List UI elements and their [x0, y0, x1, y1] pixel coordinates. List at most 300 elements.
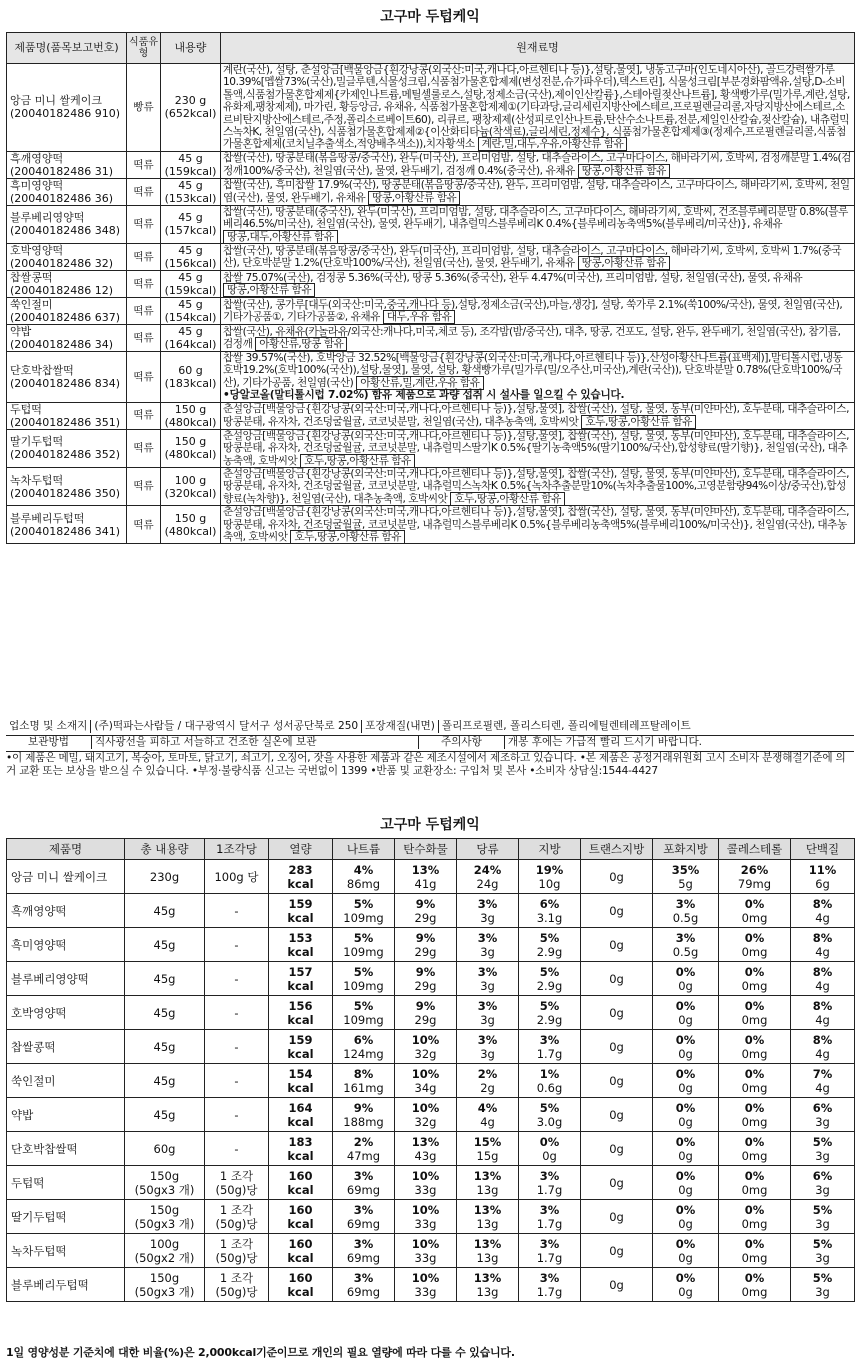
fat-amount: 0.6g — [536, 1080, 563, 1095]
protein-cell — [791, 894, 855, 928]
nutrition-row — [7, 1132, 855, 1166]
sugars-cell — [457, 1132, 519, 1166]
sugars-percent: 13% — [473, 1202, 502, 1217]
fat-cell — [519, 928, 581, 962]
sodium-percent: 5% — [353, 930, 374, 945]
nutrition-product-name: 쑥인절미 — [7, 1064, 125, 1098]
protein-amount: 3g — [815, 1148, 830, 1163]
cholesterol-percent: 0% — [744, 998, 765, 1013]
sodium-amount: 69mg — [346, 1284, 381, 1299]
cholesterol-cell — [719, 1268, 791, 1302]
sodium-cell — [333, 1268, 395, 1302]
sodium-amount: 69mg — [346, 1216, 381, 1231]
protein-cell — [791, 1064, 855, 1098]
calories-cell — [269, 1234, 333, 1268]
allergen-box: 호두,땅콩,아황산류 함유 — [290, 530, 405, 544]
protein-percent: 6% — [812, 1168, 833, 1183]
total-volume: 150g — [149, 1202, 180, 1217]
sugars-amount: 13g — [476, 1250, 499, 1265]
fat-percent: 3% — [539, 1202, 560, 1217]
calories-cell — [269, 860, 333, 894]
cholesterol-cell — [719, 1064, 791, 1098]
sugars-amount: 2g — [480, 1080, 495, 1095]
saturated-fat-percent: 35% — [671, 862, 700, 877]
volume-cell — [161, 244, 221, 271]
total-volume: 100g — [149, 1236, 180, 1251]
fat-cell — [519, 1030, 581, 1064]
carbohydrate-amount: 29g — [414, 910, 437, 925]
carbohydrate-cell — [395, 1064, 457, 1098]
sugars-amount: 3g — [480, 1046, 495, 1061]
total-volume-cell — [125, 928, 205, 962]
protein-cell — [791, 1166, 855, 1200]
volume-cell — [161, 429, 221, 467]
total-volume: 150g — [149, 1168, 180, 1183]
fat-cell — [519, 1234, 581, 1268]
total-volume: 150g — [149, 1270, 180, 1285]
nutrition-footnote: 1일 영양성분 기준치에 대한 비율(%)은 2,000kcal기준이므로 개인의 필요 열량에 따라 다를 수 있습니다. — [6, 1346, 515, 1359]
fat-cell — [519, 860, 581, 894]
food-type: 떡류 — [127, 244, 161, 271]
calories-cell — [269, 1064, 333, 1098]
ingredients-text: 찹쌀(국산), 땅콩분태(볶음땅콩/중국산), 완두(미국산), 프리미엄밤, 설탕, 대추슬라이스, 고구마다이스, 해바라기씨, 호박씨, 검정깨분말 1.4%(검정깨100%/중국산), 천일염(국산), 물엿, 완두배기, 검정깨 0.4%(중국산), 유채유 — [223, 152, 851, 177]
sugars-percent: 3% — [477, 1032, 498, 1047]
ingredient-row — [7, 244, 855, 271]
cholesterol-percent: 0% — [744, 1032, 765, 1047]
product-report-number: (20040182486 34) — [10, 338, 114, 352]
product-report-number: (20040182486 348) — [10, 224, 121, 238]
allergen-box: 땅콩,아황산류 함유 — [578, 256, 670, 270]
protein-amount: 4g — [815, 1012, 830, 1027]
fat-cell — [519, 1064, 581, 1098]
carbohydrate-cell — [395, 1268, 457, 1302]
ingredients-text: 찹쌀 75.07%(국산), 검정콩 5.36%(국산), 땅콩 5.36%(중국산), 완두 4.47%(미국산), 프리미엄밤, 설탕, 천일염(국산), 물엿, 유채유 — [223, 271, 803, 284]
ingredient-row — [7, 467, 855, 505]
ingredients-cell — [221, 506, 855, 544]
fat-cell — [519, 1200, 581, 1234]
cholesterol-amount: 0mg — [741, 1250, 768, 1265]
ingredient-row — [7, 271, 855, 298]
per-piece-weight: (50g)당 — [215, 1250, 258, 1265]
nutrition-row — [7, 860, 855, 894]
calories-unit: kcal — [287, 978, 314, 993]
sugars-amount: 3g — [480, 944, 495, 959]
fat-cell — [519, 894, 581, 928]
volume-weight: 45 g — [178, 178, 203, 192]
ingredient-row — [7, 298, 855, 325]
per-piece-cell — [205, 1234, 269, 1268]
product-name: 약밥 — [10, 325, 32, 339]
sugars-percent: 13% — [473, 1270, 502, 1285]
food-type: 떡류 — [127, 298, 161, 325]
product-name-cell — [7, 205, 127, 243]
allergen-box: 땅콩,아황산류 함유 — [223, 283, 315, 297]
ingredients-text: 춘설앙금[백물앙금{흰강낭콩(외국산:미국,캐나다,아르헨티나 등)},설탕,물엿], 찹쌀(국산), 설탕, 물엿, 동부(미얀마산), 호두분태, 대추슬라이스, 땅콩분태, 유자차, 건조덩굴월귤, 코코넛분말, 내츄럴믹스블루베리K 0.5%{블루베리농축액5%(블루베리100%/미국산)}, 천일염(국산), 대추농축액, 호박씨앗 — [223, 506, 849, 543]
cholesterol-percent: 26% — [740, 862, 769, 877]
saturated-fat-cell — [653, 1268, 719, 1302]
carbohydrate-amount: 29g — [414, 944, 437, 959]
protein-amount: 3g — [815, 1182, 830, 1197]
product-report-number: (20040182486 341) — [10, 524, 121, 538]
ingredients-cell — [221, 64, 855, 152]
cholesterol-percent: 0% — [744, 1134, 765, 1149]
calories-value: 183 — [288, 1134, 313, 1149]
protein-cell — [791, 1268, 855, 1302]
sugars-cell — [457, 1268, 519, 1302]
sodium-amount: 109mg — [343, 978, 384, 993]
volume-weight: 45 g — [178, 211, 203, 225]
fat-percent: 3% — [539, 1168, 560, 1183]
nutrition-header-cell: 탄수화물 — [395, 839, 457, 860]
carbohydrate-cell — [395, 860, 457, 894]
sugars-percent: 15% — [473, 1134, 502, 1149]
sodium-percent: 5% — [353, 896, 374, 911]
cholesterol-percent: 0% — [744, 896, 765, 911]
fat-amount: 1.7g — [536, 1182, 563, 1197]
sodium-cell — [333, 1064, 395, 1098]
per-piece-cell — [205, 928, 269, 962]
calories-cell — [269, 1030, 333, 1064]
sodium-cell — [333, 1030, 395, 1064]
cholesterol-percent: 0% — [744, 1270, 765, 1285]
fat-percent: 5% — [539, 998, 560, 1013]
saturated-fat-cell — [653, 894, 719, 928]
protein-cell — [791, 962, 855, 996]
product-name-cell — [7, 298, 127, 325]
fat-percent: 3% — [539, 1032, 560, 1047]
sugars-cell — [457, 894, 519, 928]
sodium-percent: 2% — [353, 1134, 374, 1149]
nutrition-header-cell: 단백질 — [791, 839, 855, 860]
per-piece-weight: (50g)당 — [215, 1182, 258, 1197]
volume-kcal: (652kcal) — [164, 107, 217, 121]
sodium-amount: 109mg — [343, 944, 384, 959]
total-volume-cell — [125, 1268, 205, 1302]
sodium-amount: 69mg — [346, 1182, 381, 1197]
total-volume: 45g — [153, 1005, 176, 1020]
sugars-amount: 24g — [476, 876, 499, 891]
protein-amount: 4g — [815, 910, 830, 925]
calories-unit: kcal — [287, 1250, 314, 1265]
sugars-cell — [457, 1166, 519, 1200]
carbohydrate-cell — [395, 1030, 457, 1064]
total-volume-cell — [125, 1200, 205, 1234]
sugars-cell — [457, 1098, 519, 1132]
protein-cell — [791, 928, 855, 962]
sugars-percent: 24% — [473, 862, 502, 877]
trans-fat-amount: 0g — [581, 1234, 653, 1268]
packaging-label: 포장재질(내면) — [362, 720, 439, 733]
nutrition-product-name: 흑깨영양떡 — [7, 894, 125, 928]
cholesterol-amount: 0mg — [741, 1080, 768, 1095]
calories-cell — [269, 1132, 333, 1166]
calories-value: 283 — [288, 862, 313, 877]
carbohydrate-percent: 9% — [415, 930, 436, 945]
trans-fat-amount: 0g — [581, 1200, 653, 1234]
sugars-amount: 13g — [476, 1284, 499, 1299]
carbohydrate-percent: 9% — [415, 896, 436, 911]
ingredients-cell — [221, 429, 855, 467]
carbohydrate-percent: 9% — [415, 998, 436, 1013]
cholesterol-amount: 0mg — [741, 1012, 768, 1027]
sugars-percent: 13% — [473, 1168, 502, 1183]
protein-percent: 11% — [808, 862, 837, 877]
allergen-box: 땅콩,아황산류 함유 — [368, 191, 460, 205]
calories-value: 159 — [288, 1032, 313, 1047]
product-name-cell — [7, 325, 127, 352]
cholesterol-cell — [719, 1098, 791, 1132]
per-piece: 100g 당 — [214, 869, 259, 884]
sugars-amount: 4g — [480, 1114, 495, 1129]
per-piece-cell — [205, 894, 269, 928]
fat-cell — [519, 1098, 581, 1132]
carbohydrate-percent: 10% — [411, 1236, 440, 1251]
protein-cell — [791, 1098, 855, 1132]
sodium-percent: 3% — [353, 1270, 374, 1285]
fat-cell — [519, 962, 581, 996]
sodium-percent: 5% — [353, 964, 374, 979]
per-piece-cell — [205, 1132, 269, 1166]
saturated-fat-amount: 0.5g — [672, 910, 699, 925]
product-report-number: (20040182486 351) — [10, 415, 121, 429]
nutrition-product-name: 블루베리두텁떡 — [7, 1268, 125, 1302]
nutrition-row — [7, 962, 855, 996]
volume-cell — [161, 178, 221, 205]
protein-percent: 5% — [812, 1202, 833, 1217]
ingredient-row — [7, 506, 855, 544]
sodium-cell — [333, 1200, 395, 1234]
ingredients-text: 계란(국산), 설탕, 춘설앙금[백물앙금{흰강낭콩(외국산:미국,캐나다,아르헨티나 등)},설탕,물엿], 냉동고구마(인도네시아산), 골드강력쌀가루 10.39%[멥쌀73%(국산),밀글루텐,식물성크림,식품첨가물혼합제제(변성전분,슈가파우더),덱스트린], 식물성크림[부분경화팜액유,설탕,D-소비톨액,식품첨가물혼합제제{카제인나트륨,메틸셀룰로스,설탕,정제소금(국산),제이인산칼륨},스테아릴젖산나트륨], 황색빵가루(밀가루,계란,설탕,유화제,팽창제제), 마가린, 황등앙금, 유채유, 식품첨가물혼합제제①(기타과당,글리세린지방산에스테르,프로필렌글리콜,자당지방산에스테르,소르비탄지방산에스테르,주정,폴리소르베이트60), 리큐르, 팽창제제(산성피로인산나트륨,탄산수소나트륨,전분,제일인산칼슘,젖산칼슘), 내츄럴믹스녹차K, 천일염(국산), 식품첨가물혼합제제②{이산화티타늄(착색료),글리세린,정제수}, 식품첨가물혼합제제③(정제수,프로필렌글리콜,식품첨가물혼합제제(코치닐추출색소,적양배추색소)),치자황색소 — [223, 64, 850, 151]
product-report-number: (20040182486 352) — [10, 448, 121, 462]
total-volume-cell — [125, 962, 205, 996]
nutrition-header-cell: 1조각당 — [205, 839, 269, 860]
total-volume-pieces: (50gx3 개) — [134, 1284, 195, 1299]
nutrition-header-cell: 트랜스지방 — [581, 839, 653, 860]
carbohydrate-percent: 9% — [415, 964, 436, 979]
total-volume-cell — [125, 1030, 205, 1064]
saturated-fat-amount: 0g — [678, 1046, 693, 1061]
product-name: 블루베리두텁떡 — [10, 511, 85, 525]
per-piece: - — [234, 903, 239, 918]
cholesterol-amount: 79mg — [737, 876, 772, 891]
caution-label: 주의사항 — [419, 736, 505, 749]
sugar-alcohol-warning: •당알코올(말티톨시럽 7.02%) 함유 제품으로 과량 섭취 시 설사를 일으킬 수 있습니다. — [223, 389, 625, 402]
calories-value: 160 — [288, 1202, 313, 1217]
ingredient-row — [7, 402, 855, 429]
food-type: 떡류 — [127, 429, 161, 467]
cholesterol-cell — [719, 1200, 791, 1234]
protein-amount: 3g — [815, 1114, 830, 1129]
cholesterol-percent: 0% — [744, 964, 765, 979]
ingredients-cell — [221, 178, 855, 205]
total-volume-cell — [125, 1234, 205, 1268]
calories-cell — [269, 1200, 333, 1234]
volume-weight: 150 g — [174, 435, 207, 449]
calories-unit: kcal — [287, 1046, 314, 1061]
ingredient-row — [7, 352, 855, 403]
cholesterol-cell — [719, 894, 791, 928]
nutrition-header-cell: 제품명 — [7, 839, 125, 860]
saturated-fat-amount: 0g — [678, 978, 693, 993]
per-piece: - — [234, 1005, 239, 1020]
product-notes: •이 제품은 메밀, 돼지고기, 복숭아, 토마토, 닭고기, 쇠고기, 오징어, 잣을 사용한 제품과 같은 제조시설에서 제조하고 있습니다. •본 제품은 공정거래위원회 고시 소비자 분쟁해결기준에 의거 교환 또는 보상을 받으실 수 있습니다. •부정·불량식품 신고는 국번없이 1399 •반품 및 교환장소: 구입처 및 본사 •소비자 상담실:1544-4427 — [6, 752, 846, 777]
saturated-fat-cell — [653, 1098, 719, 1132]
sugars-cell — [457, 996, 519, 1030]
cholesterol-cell — [719, 1030, 791, 1064]
ingredient-row — [7, 178, 855, 205]
volume-kcal: (480kcal) — [164, 415, 217, 429]
sugars-amount: 15g — [476, 1148, 499, 1163]
fat-cell — [519, 1132, 581, 1166]
saturated-fat-cell — [653, 962, 719, 996]
nutrition-row — [7, 1030, 855, 1064]
protein-amount: 3g — [815, 1216, 830, 1231]
sodium-amount: 161mg — [343, 1080, 384, 1095]
total-volume: 60g — [153, 1141, 176, 1156]
product-report-number: (20040182486 32) — [10, 257, 114, 271]
nutrition-header-cell: 콜레스테롤 — [719, 839, 791, 860]
header-volume: 내용량 — [161, 33, 221, 64]
sugars-percent: 3% — [477, 930, 498, 945]
sodium-cell — [333, 860, 395, 894]
carbohydrate-amount: 32g — [414, 1046, 437, 1061]
nutrition-header-cell: 당류 — [457, 839, 519, 860]
food-type: 떡류 — [127, 178, 161, 205]
ingredients-text: 춘설앙금[백물앙금{흰강낭콩(외국산:미국,캐나다,아르헨티나 등)},설탕,물엿], 찹쌀(국산), 설탕, 물엿, 동부(미얀마산), 호두분태, 대추슬라이스, 땅콩분태, 유자차, 건조덩굴월귤, 코코넛분말, 천일염(국산), 대추농축액, 호박씨앗 — [223, 403, 849, 428]
nutrition-row — [7, 1166, 855, 1200]
carbohydrate-amount: 43g — [414, 1148, 437, 1163]
product-name: 두텁떡 — [10, 402, 42, 416]
total-volume-pieces: (50gx3 개) — [134, 1182, 195, 1197]
info-row-maker — [6, 720, 854, 736]
product-name: 찹쌀콩떡 — [10, 271, 53, 285]
sodium-cell — [333, 894, 395, 928]
carbohydrate-amount: 33g — [414, 1250, 437, 1265]
trans-fat-amount: 0g — [581, 1166, 653, 1200]
nutrition-table — [6, 838, 855, 1302]
protein-cell — [791, 1200, 855, 1234]
volume-cell — [161, 352, 221, 403]
nutrition-title: 고구마 두텁케익 — [380, 817, 480, 833]
saturated-fat-cell — [653, 1030, 719, 1064]
ingredients-text: 춘설앙금[백물앙금{흰강낭콩(외국산:미국,캐나다,아르헨티나 등)},설탕,물엿], 찹쌀(국산), 설탕, 물엿, 동부(미얀마산), 호두분태, 대추슬라이스, 땅콩분태, 유자차, 건조덩굴월귤, 코코넛분말, 내츄럴믹스딸기K 0.5%{딸기농축액5%(딸기100%/국산),합성향료(딸기향)}, 천일염(국산), 대추농축액, 호박씨앗 — [223, 429, 849, 467]
ingredients-text: 춘설앙금[백물앙금{흰강낭콩(외국산:미국,캐나다,아르헨티나 등)},설탕,물엿], 찹쌀(국산), 설탕, 물엿, 동부(미얀마산), 호두분태, 대추슬라이스, 땅콩분태, 유자차, 건조덩굴월귤, 코코넛분말, 내츄럴믹스녹차K 0.5%{녹차추출분말10%(녹차추출물100%,고영분함량94%이상/중국산),합성향료(녹차향)}, 천일염(국산), 대추농축액, 호박씨앗 — [223, 467, 849, 505]
saturated-fat-cell — [653, 1200, 719, 1234]
ingredients-header-row — [7, 33, 855, 64]
cholesterol-cell — [719, 1166, 791, 1200]
protein-percent: 5% — [812, 1270, 833, 1285]
volume-weight: 45 g — [178, 271, 203, 285]
food-type: 떡류 — [127, 506, 161, 544]
trans-fat-amount: 0g — [581, 1268, 653, 1302]
ingredient-row — [7, 205, 855, 243]
food-type: 떡류 — [127, 467, 161, 505]
ingredients-cell — [221, 298, 855, 325]
saturated-fat-cell — [653, 1166, 719, 1200]
carbohydrate-percent: 10% — [411, 1100, 440, 1115]
total-volume-cell — [125, 1098, 205, 1132]
cholesterol-amount: 0mg — [741, 1284, 768, 1299]
fat-amount: 0g — [542, 1148, 557, 1163]
product-name-cell — [7, 402, 127, 429]
fat-amount: 1.7g — [536, 1046, 563, 1061]
trans-fat-amount: 0g — [581, 996, 653, 1030]
total-volume: 45g — [153, 903, 176, 918]
nutrition-row — [7, 996, 855, 1030]
ingredients-text: 찹쌀(국산), 콩가루[대두(외국산:미국,중국,캐나다 등),설탕,정제소금(국산),마늘,생강], 설탕, 쑥가루 2.1%(쑥100%/국산), 물엿, 천일염(국산), 기타가공품①, 기타가공품②, 유채유 — [223, 298, 843, 324]
fat-amount: 1.7g — [536, 1284, 563, 1299]
ingredients-cell — [221, 244, 855, 271]
ingredients-cell — [221, 325, 855, 352]
nutrition-header-cell: 포화지방 — [653, 839, 719, 860]
volume-kcal: (153kcal) — [164, 191, 217, 205]
sugars-cell — [457, 928, 519, 962]
trans-fat-amount: 0g — [581, 1132, 653, 1166]
sugars-cell — [457, 962, 519, 996]
trans-fat-amount: 0g — [581, 894, 653, 928]
cholesterol-amount: 0mg — [741, 1148, 768, 1163]
carbohydrate-percent: 10% — [411, 1168, 440, 1183]
allergen-box: 대두,우유 함유 — [383, 310, 456, 324]
sodium-percent: 3% — [353, 1202, 374, 1217]
saturated-fat-percent: 0% — [675, 1100, 696, 1115]
cholesterol-cell — [719, 1234, 791, 1268]
sodium-amount: 124mg — [343, 1046, 384, 1061]
allergen-box: 계란,밀,대두,우유,아황산류 함유 — [478, 137, 628, 151]
nutrition-row — [7, 1234, 855, 1268]
volume-kcal: (164kcal) — [164, 338, 217, 352]
product-name: 쑥인절미 — [10, 298, 53, 312]
volume-cell — [161, 205, 221, 243]
calories-value: 153 — [288, 930, 313, 945]
volume-weight: 60 g — [178, 363, 203, 377]
per-piece-cell — [205, 1098, 269, 1132]
volume-cell — [161, 506, 221, 544]
sodium-percent: 9% — [353, 1100, 374, 1115]
sodium-percent: 6% — [353, 1032, 374, 1047]
storage-label: 보관방법 — [6, 736, 92, 749]
volume-kcal: (183kcal) — [164, 376, 217, 390]
product-name-cell — [7, 271, 127, 298]
saturated-fat-amount: 0g — [678, 1148, 693, 1163]
sodium-amount: 69mg — [346, 1250, 381, 1265]
protein-percent: 7% — [812, 1066, 833, 1081]
carbohydrate-percent: 10% — [411, 1202, 440, 1217]
carbohydrate-cell — [395, 928, 457, 962]
calories-value: 156 — [288, 998, 313, 1013]
trans-fat-amount: 0g — [581, 1098, 653, 1132]
saturated-fat-amount: 0g — [678, 1182, 693, 1197]
total-volume: 230g — [149, 869, 180, 884]
total-volume-cell — [125, 1166, 205, 1200]
volume-kcal: (154kcal) — [164, 311, 217, 325]
total-volume: 45g — [153, 1107, 176, 1122]
per-piece: - — [234, 1107, 239, 1122]
protein-amount: 4g — [815, 1080, 830, 1095]
per-piece: 1 조각 — [219, 1168, 254, 1183]
carbohydrate-amount: 33g — [414, 1216, 437, 1231]
ingredient-row — [7, 325, 855, 352]
saturated-fat-percent: 3% — [675, 930, 696, 945]
product-report-number: (20040182486 31) — [10, 164, 114, 178]
saturated-fat-percent: 0% — [675, 1270, 696, 1285]
fat-amount: 1.7g — [536, 1250, 563, 1265]
per-piece-cell — [205, 860, 269, 894]
carbohydrate-cell — [395, 962, 457, 996]
product-name-cell — [7, 178, 127, 205]
sodium-cell — [333, 996, 395, 1030]
fat-percent: 5% — [539, 964, 560, 979]
